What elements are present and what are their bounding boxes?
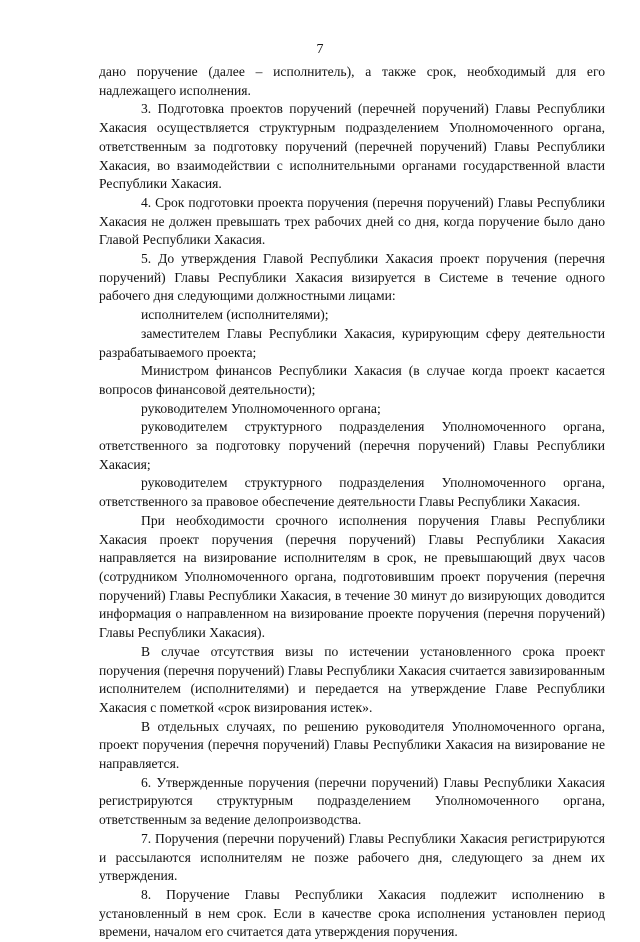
list-item-preparation-unit-head: руководителем структурного подразделения Уполномоченного органа, ответственного за подготовку поручений (перечня поручений) Главы Республики Хакасия; [99,419,605,472]
paragraph-no-visa: В случае отсутствия визы по истечении установленного срока проект поручения (перечня поручений) Главы Республики Хакасия считается завизированным исполнителем (исполнителями) и передается на утверждение Главе Республики Хакасия с пометкой «срок визирования истек». [99,643,605,715]
list-item-deputy: заместителем Главы Республики Хакасия, курирующим сферу деятельности разрабатываемого проекта; [99,325,605,360]
list-item-executor: исполнителем (исполнителями); [141,307,329,323]
paragraph-item-5: 5. До утверждения Главой Республики Хакасия проект поручения (перечня поручений) Главы Республики Хакасия визируется в Системе в течение одного рабочего дня следующими должностными лицами: [99,251,605,304]
paragraph-special-cases: В отдельных случаях, по решению руководителя Уполномоченного органа, проект поручения (перечня поручений) Главы Республики Хакасия на визирование не направляется. [99,718,605,772]
list-item-authorized-body-head: руководителем Уполномоченного органа; [141,400,381,416]
paragraph-item-7: 7. Поручения (перечни поручений) Главы Республики Хакасия регистрируются и рассылаются исполнителям не позже рабочего дня, следующего за днем их утверждения. [99,830,605,884]
paragraph-item-3: 3. Подготовка проектов поручений (перечней поручений) Главы Республики Хакасия осуществляется структурным подразделением Уполномоченного органа, ответственным за подготовку поручений (перечней поручений) Главы Республики Хакасия, во взаимодействии с исполнительными органами государственной власти Республики Хакасия. [99,101,605,192]
list-item-finance-minister: Министром финансов Республики Хакасия (в случае когда проект касается вопросов финансовой деятельности); [99,363,605,397]
paragraph-urgent-execution: При необходимости срочного исполнения поручения Главы Республики Хакасия проект поручения (перечня поручений) Главы Республики Хакасия направляется на визирование исполнителям в срок, не превышающий двух часов (сотрудником Уполномоченного органа, подготовившим проект поручения (перечня поручений) Главы Республики Хакасия, в течение 30 минут до визирующих доводится информация о направленном на визирование проекте поручения (перечня поручений) Главы Республики Хакасия). [99,512,605,641]
paragraph-item-4: 4. Срок подготовки проекта поручения (перечня поручений) Главы Республики Хакасия не должен превышать трех рабочих дней со дня, когда поручение было дано Главой Республики Хакасия. [99,194,605,248]
page-number: 7 [316,42,324,57]
paragraph-continuation: дано поручение (далее – исполнитель), а также срок, необходимый для его надлежащего исполнения. [99,64,605,98]
paragraph-item-6: 6. Утвержденные поручения (перечни поручений) Главы Республики Хакасия регистрируются структурным подразделением Уполномоченного органа, ответственным за ведение делопроизводства. [99,774,605,828]
document-body [99,63,605,942]
paragraph-item-8: 8. Поручение Главы Республики Хакасия подлежит исполнению в установленный в нем срок. Если в качестве срока исполнения установлен период времени, началом его считается дата утверждения поручения. [99,886,605,940]
list-item-legal-unit-head: руководителем структурного подразделения Уполномоченного органа, ответственного за правовое обеспечение деятельности Главы Республики Хакасия. [99,475,605,510]
